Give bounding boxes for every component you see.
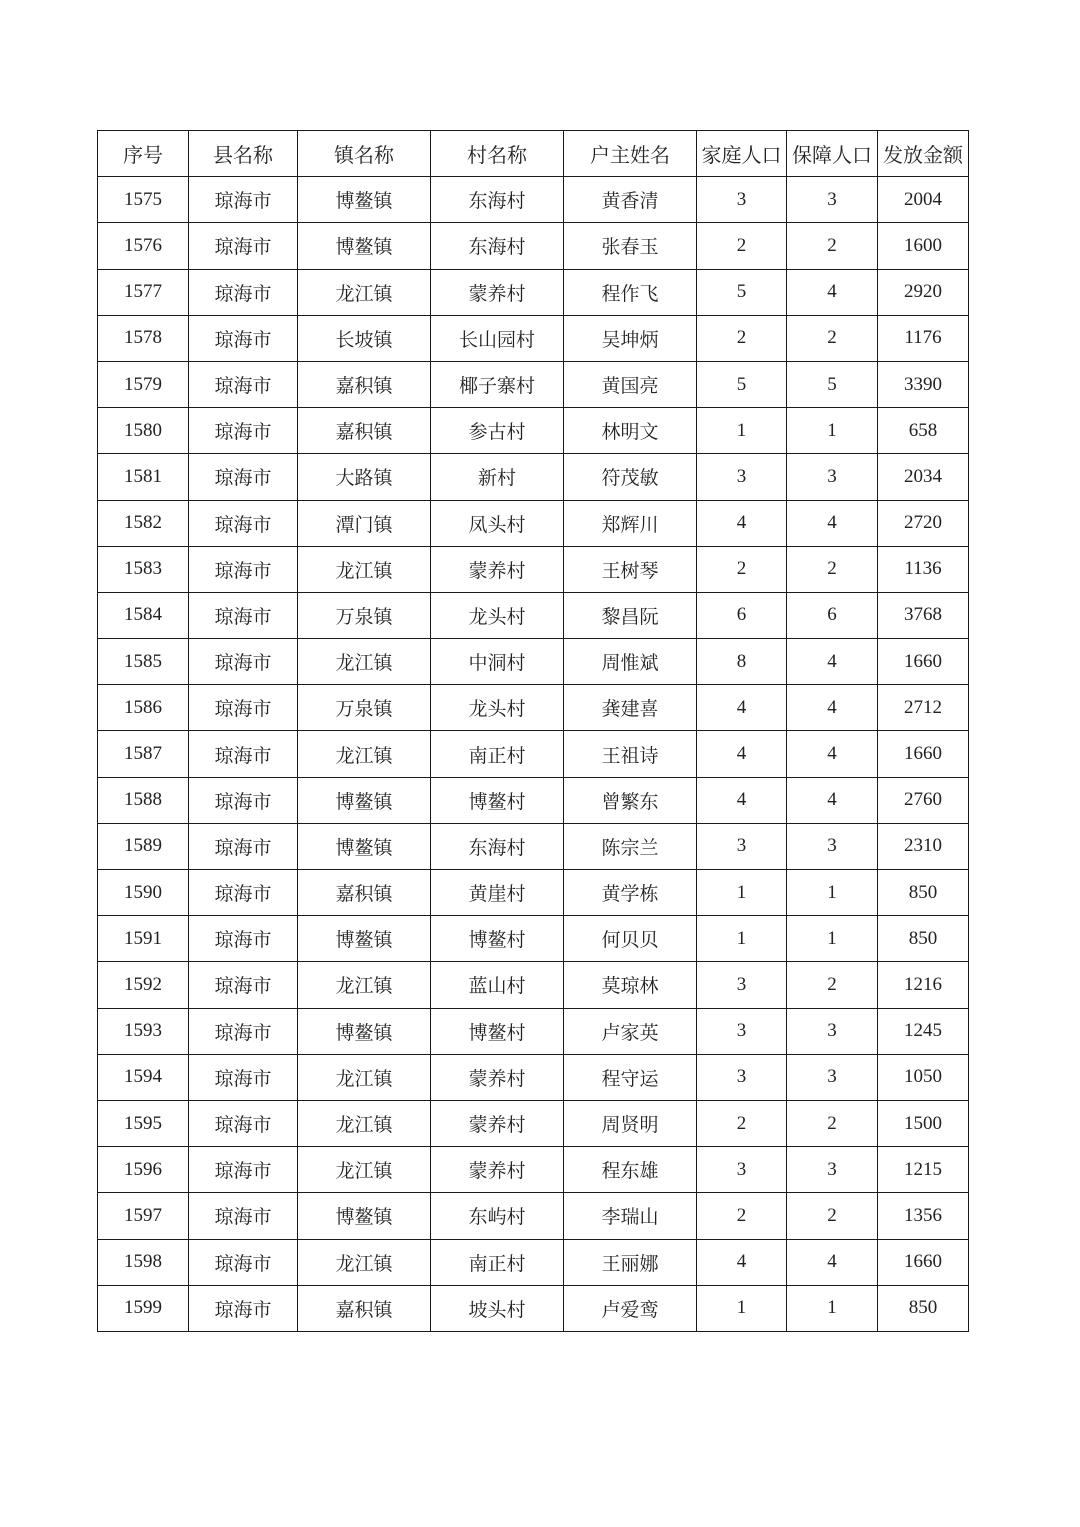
table-row <box>98 1193 969 1239</box>
cell-index: 1576 <box>98 223 189 269</box>
cell-householder: 王树琴 <box>564 546 697 592</box>
cell-county: 琼海市 <box>189 731 298 777</box>
cell-family-size: 3 <box>697 823 787 869</box>
cell-village: 蒙养村 <box>431 269 564 315</box>
table-row <box>98 454 969 500</box>
table-body <box>98 177 969 1332</box>
cell-householder: 黄国亮 <box>564 361 697 407</box>
cell-index: 1586 <box>98 685 189 731</box>
cell-index: 1591 <box>98 916 189 962</box>
cell-covered-persons: 3 <box>787 1008 878 1054</box>
cell-index: 1585 <box>98 639 189 685</box>
cell-householder: 陈宗兰 <box>564 823 697 869</box>
cell-index: 1581 <box>98 454 189 500</box>
table-row <box>98 685 969 731</box>
cell-householder: 黎昌阮 <box>564 592 697 638</box>
cell-county: 琼海市 <box>189 870 298 916</box>
cell-amount: 850 <box>878 870 969 916</box>
cell-householder: 卢爱鸾 <box>564 1285 697 1331</box>
cell-index: 1582 <box>98 500 189 546</box>
cell-family-size: 5 <box>697 361 787 407</box>
cell-family-size: 2 <box>697 546 787 592</box>
cell-index: 1598 <box>98 1239 189 1285</box>
table-row <box>98 916 969 962</box>
cell-index: 1580 <box>98 408 189 454</box>
cell-family-size: 2 <box>697 1193 787 1239</box>
cell-amount: 1600 <box>878 223 969 269</box>
cell-village: 黄崖村 <box>431 870 564 916</box>
cell-town: 博鳌镇 <box>298 223 431 269</box>
cell-county: 琼海市 <box>189 639 298 685</box>
cell-family-size: 4 <box>697 500 787 546</box>
cell-county: 琼海市 <box>189 1100 298 1146</box>
cell-householder: 黄香清 <box>564 177 697 223</box>
cell-county: 琼海市 <box>189 1008 298 1054</box>
cell-amount: 2920 <box>878 269 969 315</box>
cell-covered-persons: 1 <box>787 870 878 916</box>
cell-covered-persons: 2 <box>787 1193 878 1239</box>
cell-householder: 黄学栋 <box>564 870 697 916</box>
cell-village: 南正村 <box>431 731 564 777</box>
table-row <box>98 1147 969 1193</box>
cell-index: 1588 <box>98 777 189 823</box>
cell-covered-persons: 4 <box>787 777 878 823</box>
cell-amount: 2034 <box>878 454 969 500</box>
table-row <box>98 1239 969 1285</box>
cell-covered-persons: 3 <box>787 823 878 869</box>
cell-county: 琼海市 <box>189 916 298 962</box>
cell-amount: 1136 <box>878 546 969 592</box>
cell-covered-persons: 5 <box>787 361 878 407</box>
cell-family-size: 1 <box>697 870 787 916</box>
cell-village: 参古村 <box>431 408 564 454</box>
cell-county: 琼海市 <box>189 962 298 1008</box>
cell-index: 1597 <box>98 1193 189 1239</box>
cell-covered-persons: 3 <box>787 1147 878 1193</box>
table-row <box>98 223 969 269</box>
cell-county: 琼海市 <box>189 500 298 546</box>
cell-family-size: 1 <box>697 408 787 454</box>
header-village: 村名称 <box>431 131 564 177</box>
cell-covered-persons: 3 <box>787 177 878 223</box>
cell-covered-persons: 1 <box>787 408 878 454</box>
cell-village: 蓝山村 <box>431 962 564 1008</box>
header-householder: 户主姓名 <box>564 131 697 177</box>
cell-family-size: 8 <box>697 639 787 685</box>
cell-town: 万泉镇 <box>298 592 431 638</box>
table-row <box>98 177 969 223</box>
cell-amount: 850 <box>878 1285 969 1331</box>
cell-family-size: 5 <box>697 269 787 315</box>
cell-village: 东海村 <box>431 223 564 269</box>
subsidy-table <box>97 130 969 1332</box>
cell-county: 琼海市 <box>189 1285 298 1331</box>
cell-village: 东屿村 <box>431 1193 564 1239</box>
cell-family-size: 3 <box>697 1054 787 1100</box>
cell-index: 1579 <box>98 361 189 407</box>
cell-amount: 3768 <box>878 592 969 638</box>
cell-village: 蒙养村 <box>431 1100 564 1146</box>
cell-index: 1595 <box>98 1100 189 1146</box>
cell-town: 万泉镇 <box>298 685 431 731</box>
cell-covered-persons: 1 <box>787 916 878 962</box>
cell-county: 琼海市 <box>189 223 298 269</box>
cell-family-size: 4 <box>697 777 787 823</box>
cell-covered-persons: 2 <box>787 546 878 592</box>
cell-index: 1596 <box>98 1147 189 1193</box>
cell-family-size: 3 <box>697 962 787 1008</box>
table-row <box>98 870 969 916</box>
cell-amount: 2004 <box>878 177 969 223</box>
cell-family-size: 2 <box>697 315 787 361</box>
cell-householder: 程守运 <box>564 1054 697 1100</box>
cell-town: 大路镇 <box>298 454 431 500</box>
cell-town: 龙江镇 <box>298 269 431 315</box>
cell-village: 新村 <box>431 454 564 500</box>
cell-householder: 周惟斌 <box>564 639 697 685</box>
cell-family-size: 6 <box>697 592 787 638</box>
cell-index: 1578 <box>98 315 189 361</box>
table-row <box>98 1100 969 1146</box>
cell-householder: 郑辉川 <box>564 500 697 546</box>
cell-town: 龙江镇 <box>298 1054 431 1100</box>
cell-covered-persons: 2 <box>787 962 878 1008</box>
cell-county: 琼海市 <box>189 1239 298 1285</box>
cell-family-size: 3 <box>697 1008 787 1054</box>
cell-village: 中洞村 <box>431 639 564 685</box>
cell-index: 1587 <box>98 731 189 777</box>
cell-village: 蒙养村 <box>431 1054 564 1100</box>
cell-town: 博鳌镇 <box>298 1193 431 1239</box>
cell-index: 1575 <box>98 177 189 223</box>
cell-town: 嘉积镇 <box>298 870 431 916</box>
cell-town: 嘉积镇 <box>298 408 431 454</box>
cell-householder: 王丽娜 <box>564 1239 697 1285</box>
cell-index: 1593 <box>98 1008 189 1054</box>
cell-householder: 王祖诗 <box>564 731 697 777</box>
cell-family-size: 4 <box>697 731 787 777</box>
cell-town: 博鳌镇 <box>298 177 431 223</box>
cell-index: 1583 <box>98 546 189 592</box>
cell-householder: 程东雄 <box>564 1147 697 1193</box>
table-row <box>98 361 969 407</box>
cell-covered-persons: 2 <box>787 223 878 269</box>
cell-index: 1590 <box>98 870 189 916</box>
cell-index: 1577 <box>98 269 189 315</box>
cell-index: 1584 <box>98 592 189 638</box>
cell-county: 琼海市 <box>189 177 298 223</box>
cell-amount: 2712 <box>878 685 969 731</box>
cell-householder: 何贝贝 <box>564 916 697 962</box>
cell-county: 琼海市 <box>189 408 298 454</box>
table-row <box>98 408 969 454</box>
cell-village: 博鳌村 <box>431 777 564 823</box>
cell-county: 琼海市 <box>189 1054 298 1100</box>
header-covered-persons: 保障人口 <box>787 131 878 177</box>
cell-village: 南正村 <box>431 1239 564 1285</box>
cell-householder: 吴坤炳 <box>564 315 697 361</box>
cell-town: 长坡镇 <box>298 315 431 361</box>
cell-family-size: 1 <box>697 1285 787 1331</box>
cell-index: 1594 <box>98 1054 189 1100</box>
table-row <box>98 1054 969 1100</box>
cell-village: 椰子寨村 <box>431 361 564 407</box>
cell-village: 博鳌村 <box>431 916 564 962</box>
cell-householder: 符茂敏 <box>564 454 697 500</box>
cell-covered-persons: 3 <box>787 1054 878 1100</box>
cell-family-size: 2 <box>697 223 787 269</box>
cell-town: 博鳌镇 <box>298 916 431 962</box>
cell-amount: 850 <box>878 916 969 962</box>
cell-family-size: 3 <box>697 1147 787 1193</box>
cell-village: 坡头村 <box>431 1285 564 1331</box>
cell-town: 博鳌镇 <box>298 823 431 869</box>
cell-village: 凤头村 <box>431 500 564 546</box>
cell-county: 琼海市 <box>189 361 298 407</box>
cell-index: 1599 <box>98 1285 189 1331</box>
cell-town: 嘉积镇 <box>298 361 431 407</box>
cell-county: 琼海市 <box>189 546 298 592</box>
cell-householder: 龚建喜 <box>564 685 697 731</box>
table-row <box>98 269 969 315</box>
table-row <box>98 823 969 869</box>
table-row <box>98 962 969 1008</box>
header-family-size: 家庭人口 <box>697 131 787 177</box>
header-county: 县名称 <box>189 131 298 177</box>
cell-village: 博鳌村 <box>431 1008 564 1054</box>
cell-covered-persons: 4 <box>787 639 878 685</box>
cell-covered-persons: 3 <box>787 454 878 500</box>
cell-amount: 3390 <box>878 361 969 407</box>
cell-town: 潭门镇 <box>298 500 431 546</box>
header-amount: 发放金额 <box>878 131 969 177</box>
cell-amount: 1216 <box>878 962 969 1008</box>
cell-amount: 1660 <box>878 731 969 777</box>
cell-town: 龙江镇 <box>298 1147 431 1193</box>
table-row <box>98 500 969 546</box>
cell-town: 龙江镇 <box>298 1239 431 1285</box>
table-row <box>98 731 969 777</box>
cell-amount: 658 <box>878 408 969 454</box>
cell-amount: 1176 <box>878 315 969 361</box>
cell-amount: 2720 <box>878 500 969 546</box>
table-row <box>98 592 969 638</box>
cell-index: 1592 <box>98 962 189 1008</box>
cell-village: 龙头村 <box>431 592 564 638</box>
cell-county: 琼海市 <box>189 315 298 361</box>
cell-householder: 程作飞 <box>564 269 697 315</box>
cell-family-size: 1 <box>697 916 787 962</box>
cell-covered-persons: 6 <box>787 592 878 638</box>
cell-covered-persons: 4 <box>787 1239 878 1285</box>
cell-county: 琼海市 <box>189 269 298 315</box>
cell-county: 琼海市 <box>189 592 298 638</box>
cell-householder: 莫琼林 <box>564 962 697 1008</box>
cell-town: 博鳌镇 <box>298 777 431 823</box>
cell-county: 琼海市 <box>189 823 298 869</box>
cell-amount: 2310 <box>878 823 969 869</box>
cell-covered-persons: 1 <box>787 1285 878 1331</box>
cell-town: 博鳌镇 <box>298 1008 431 1054</box>
cell-amount: 1356 <box>878 1193 969 1239</box>
cell-village: 蒙养村 <box>431 1147 564 1193</box>
cell-householder: 李瑞山 <box>564 1193 697 1239</box>
cell-family-size: 4 <box>697 1239 787 1285</box>
cell-amount: 1660 <box>878 639 969 685</box>
cell-index: 1589 <box>98 823 189 869</box>
cell-county: 琼海市 <box>189 1193 298 1239</box>
cell-householder: 卢家英 <box>564 1008 697 1054</box>
cell-town: 龙江镇 <box>298 546 431 592</box>
table-row <box>98 1285 969 1331</box>
cell-amount: 1215 <box>878 1147 969 1193</box>
cell-householder: 林明文 <box>564 408 697 454</box>
cell-county: 琼海市 <box>189 454 298 500</box>
cell-amount: 2760 <box>878 777 969 823</box>
cell-householder: 周贤明 <box>564 1100 697 1146</box>
cell-town: 嘉积镇 <box>298 1285 431 1331</box>
cell-village: 东海村 <box>431 177 564 223</box>
cell-town: 龙江镇 <box>298 731 431 777</box>
cell-covered-persons: 4 <box>787 731 878 777</box>
cell-amount: 1660 <box>878 1239 969 1285</box>
cell-householder: 张春玉 <box>564 223 697 269</box>
cell-covered-persons: 2 <box>787 315 878 361</box>
cell-village: 长山园村 <box>431 315 564 361</box>
cell-covered-persons: 4 <box>787 269 878 315</box>
cell-amount: 1050 <box>878 1054 969 1100</box>
table-row <box>98 546 969 592</box>
cell-householder: 曾繁东 <box>564 777 697 823</box>
cell-covered-persons: 4 <box>787 685 878 731</box>
cell-county: 琼海市 <box>189 685 298 731</box>
table-row <box>98 315 969 361</box>
cell-village: 东海村 <box>431 823 564 869</box>
cell-village: 蒙养村 <box>431 546 564 592</box>
cell-covered-persons: 2 <box>787 1100 878 1146</box>
table-row <box>98 639 969 685</box>
cell-family-size: 4 <box>697 685 787 731</box>
cell-family-size: 3 <box>697 454 787 500</box>
cell-town: 龙江镇 <box>298 1100 431 1146</box>
table-row <box>98 1008 969 1054</box>
cell-village: 龙头村 <box>431 685 564 731</box>
cell-town: 龙江镇 <box>298 962 431 1008</box>
cell-county: 琼海市 <box>189 777 298 823</box>
header-index: 序号 <box>98 131 189 177</box>
cell-covered-persons: 4 <box>787 500 878 546</box>
cell-family-size: 2 <box>697 1100 787 1146</box>
cell-amount: 1500 <box>878 1100 969 1146</box>
cell-family-size: 3 <box>697 177 787 223</box>
header-town: 镇名称 <box>298 131 431 177</box>
cell-amount: 1245 <box>878 1008 969 1054</box>
table-row <box>98 777 969 823</box>
cell-county: 琼海市 <box>189 1147 298 1193</box>
header-row <box>98 131 969 177</box>
cell-town: 龙江镇 <box>298 639 431 685</box>
